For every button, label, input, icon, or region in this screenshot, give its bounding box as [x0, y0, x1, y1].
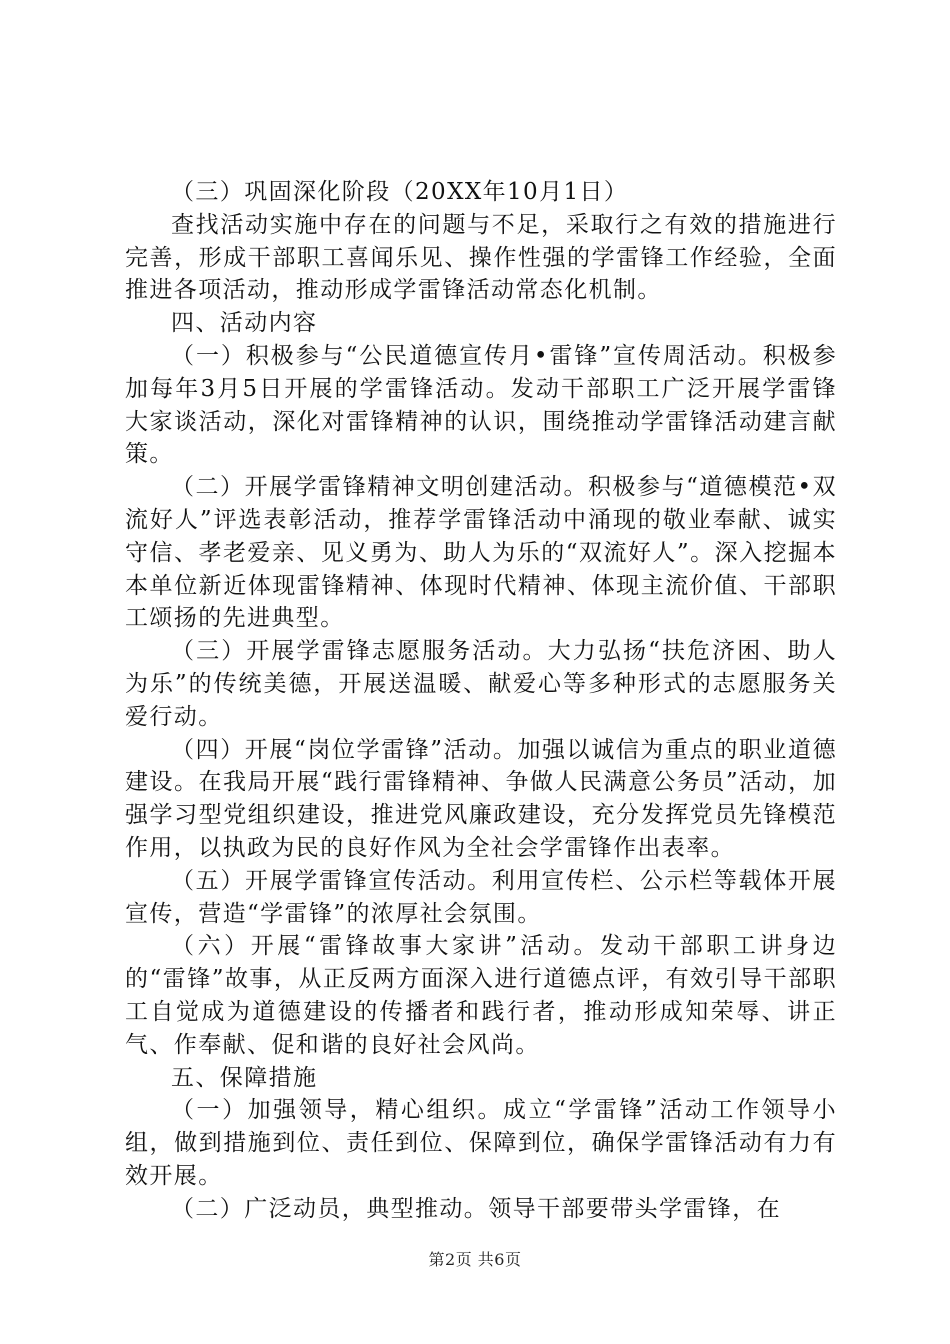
page-number-footer: 第2页 共6页 — [428, 1250, 522, 1269]
paragraph-activity-six: （六）开展“雷锋故事大家讲”活动。发动干部职工讲身边的“雷锋”故事，从正反两方面深入进行道德点评，有效引导干部职工自觉成为道德建设的传播者和践行者，推动形成知荣辱、讲正气、作奉献、促和谐的良好社会风尚。 — [125, 933, 837, 1058]
paragraph-activity-five: （五）开展学雷锋宣传活动。利用宣传栏、公示栏等载体开展宣传，营造“学雷锋”的浓厚社会氛围。 — [125, 867, 837, 927]
paragraph-activity-one: （一）积极参与“公民道德宣传月•雷锋”宣传周活动。积极参加每年3月5日开展的学雷锋活动。发动干部职工广泛开展学雷锋大家谈活动，深化对雷锋精神的认识，围绕推动学雷锋活动建言献策。 — [125, 342, 837, 468]
paragraph-stage-three-body: 查找活动实施中存在的问题与不足，采取行之有效的措施进行完善，形成干部职工喜闻乐见、操作性强的学雷锋工作经验，全面推进各项活动，推动形成学雷锋活动常态化机制。 — [125, 211, 837, 304]
section-heading-safeguards: 五、保障措施 — [171, 1064, 318, 1091]
paragraph-safeguard-one: （一）加强领导，精心组织。成立“学雷锋”活动工作领导小组，做到措施到位、责任到位、保障到位，确保学雷锋活动有力有效开展。 — [125, 1097, 837, 1189]
paragraph-activity-four: （四）开展“岗位学雷锋”活动。加强以诚信为重点的职业道德建设。在我局开展“践行雷锋精神、争做人民满意公务员”活动，加强学习型党组织建设，推进党风廉政建设，充分发挥党员先锋模范作用，以执政为民的良好作风为全社会学雷锋作出表率。 — [125, 736, 837, 861]
paragraph-activity-two: （二）开展学雷锋精神文明创建活动。积极参与“道德模范•双流好人”评选表彰活动，推荐学雷锋活动中涌现的敬业奉献、诚实守信、孝老爱亲、见义勇为、助人为乐的“双流好人”。深入挖掘本本单位新近体现雷锋精神、体现时代精神、体现主流价值、干部职工颂扬的先进典型。 — [125, 474, 837, 632]
document-body — [125, 176, 837, 1226]
paragraph-activity-three: （三）开展学雷锋志愿服务活动。大力弘扬“扶危济困、助人为乐”的传统美德，开展送温暖、献爱心等多种形式的志愿服务关爱行动。 — [125, 638, 837, 730]
section-heading-activity-content: 四、活动内容 — [171, 310, 318, 337]
paragraph-safeguard-two: （二）广泛动员，典型推动。领导干部要带头学雷锋，在 — [171, 1195, 781, 1222]
paragraph-stage-three-heading: （三）巩固深化阶段（20XX年10月1日） — [171, 179, 629, 205]
